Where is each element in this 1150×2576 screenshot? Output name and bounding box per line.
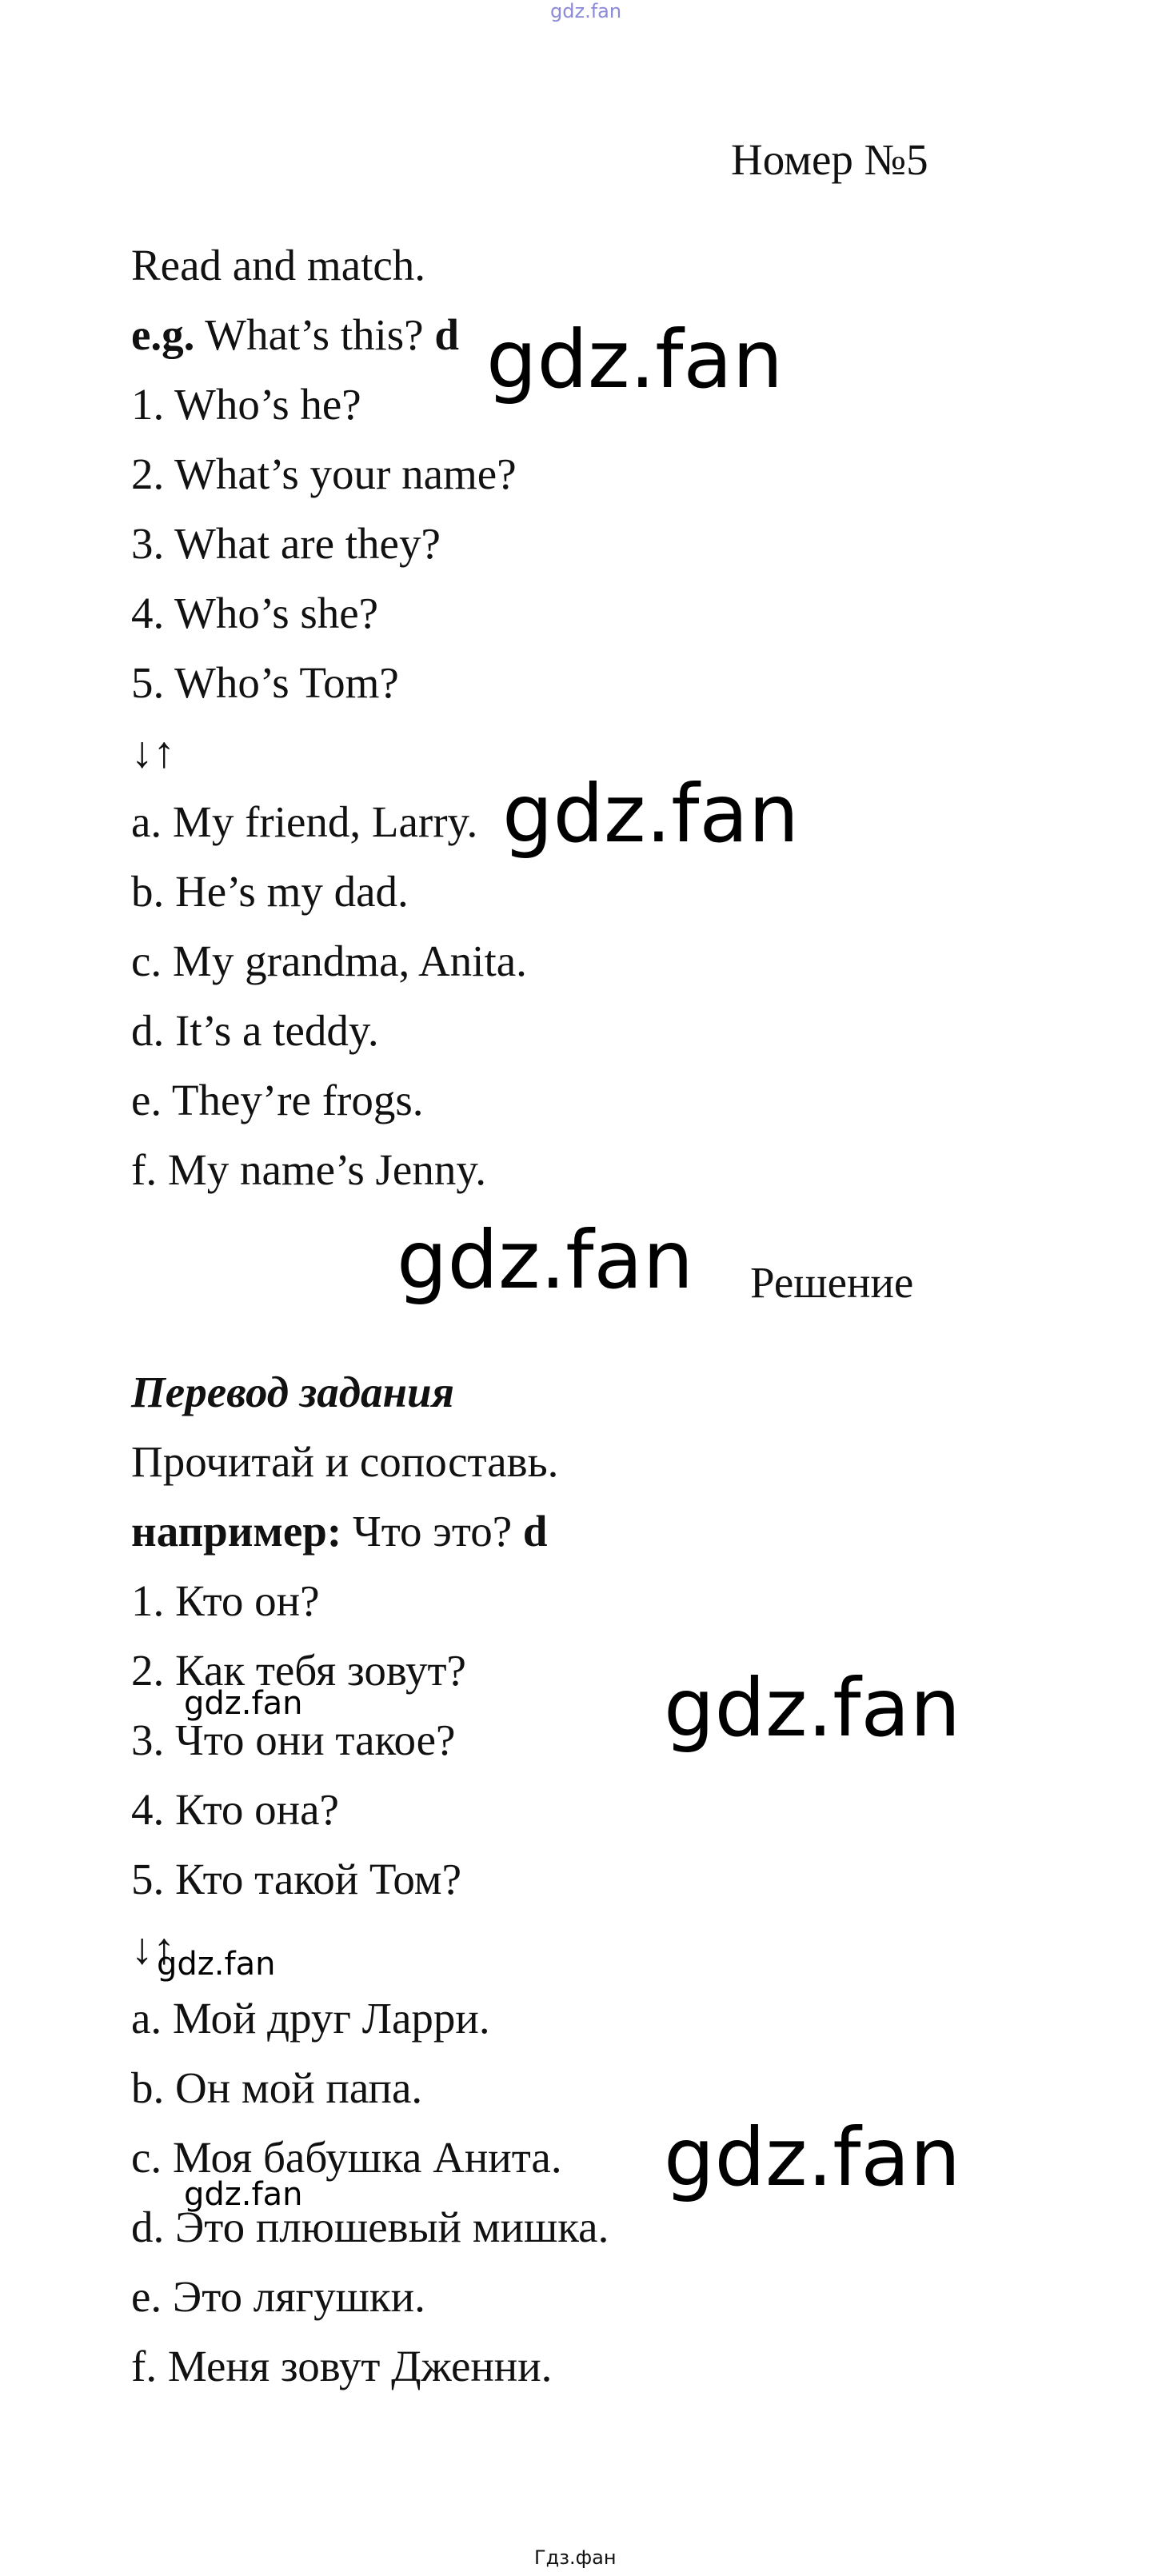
translation-question-5: 5. Кто такой Том?: [131, 1855, 462, 1903]
translation-question-3: 3. Что они такое?: [131, 1715, 456, 1764]
answer-b: b. He’s my dad.: [131, 867, 409, 916]
translation-question-4: 4. Кто она?: [131, 1785, 339, 1834]
answer-f: f. My name’s Jenny.: [131, 1145, 487, 1194]
translation-example-prefix: например:: [131, 1507, 342, 1556]
translation-answer-b: b. Он мой папа.: [131, 2063, 423, 2112]
answer-e: e. They’re frogs.: [131, 1076, 424, 1124]
watermark-small-3: gdz.fan: [184, 2176, 303, 2213]
translation-answer-f: f. Меня зовут Дженни.: [131, 2342, 553, 2390]
watermark-5: gdz.fan: [664, 2111, 961, 2204]
translation-match-arrows: ↓↑: [131, 1924, 175, 1973]
example-prefix: e.g.: [131, 310, 195, 359]
solution-label: Решение: [750, 1258, 914, 1307]
exercise-number: Номер №5: [731, 135, 928, 184]
translation-answer-a: a. Мой друг Ларри.: [131, 1994, 490, 2043]
translation-answer-e: e. Это лягушки.: [131, 2272, 425, 2321]
footer-mark: Гдз.фан: [534, 2546, 617, 2569]
watermark-small-2: gdz.fan: [157, 1946, 276, 1983]
question-3: 3. What are they?: [131, 519, 441, 568]
example-answer: d: [434, 310, 459, 359]
answer-d: d. It’s a teddy.: [131, 1006, 379, 1055]
translation-question-1: 1. Кто он?: [131, 1576, 320, 1625]
translation-question-2: 2. Как тебя зовут?: [131, 1646, 466, 1695]
answer-a: a. My friend, Larry.: [131, 797, 478, 846]
instruction: Read and match.: [131, 241, 426, 290]
translation-example-line: [131, 1507, 548, 1556]
translation-example-answer: d: [522, 1507, 548, 1556]
example-text: What’s this?: [194, 310, 435, 359]
translation-answer-d: d. Это плюшевый мишка.: [131, 2203, 609, 2251]
watermark-2: gdz.fan: [502, 767, 800, 861]
translation-answer-c: c. Моя бабушка Анита.: [131, 2133, 562, 2182]
watermark-3: gdz.fan: [397, 1213, 694, 1307]
translation-instruction: Прочитай и сопоставь.: [131, 1437, 559, 1486]
translation-heading: Перевод задания: [131, 1368, 454, 1416]
question-5: 5. Who’s Tom?: [131, 658, 399, 707]
translation-example-text: Что это?: [341, 1507, 523, 1556]
example-line: [131, 310, 459, 359]
watermark-4: gdz.fan: [664, 1661, 961, 1755]
question-4: 4. Who’s she?: [131, 589, 379, 637]
answer-c: c. My grandma, Anita.: [131, 937, 527, 985]
watermark-1: gdz.fan: [486, 313, 784, 406]
match-arrows: ↓↑: [131, 728, 175, 777]
watermark-small-1: gdz.fan: [184, 1685, 303, 1722]
question-2: 2. What’s your name?: [131, 449, 517, 498]
top-watermark: gdz.fan: [550, 0, 622, 22]
question-1: 1. Who’s he?: [131, 380, 361, 429]
